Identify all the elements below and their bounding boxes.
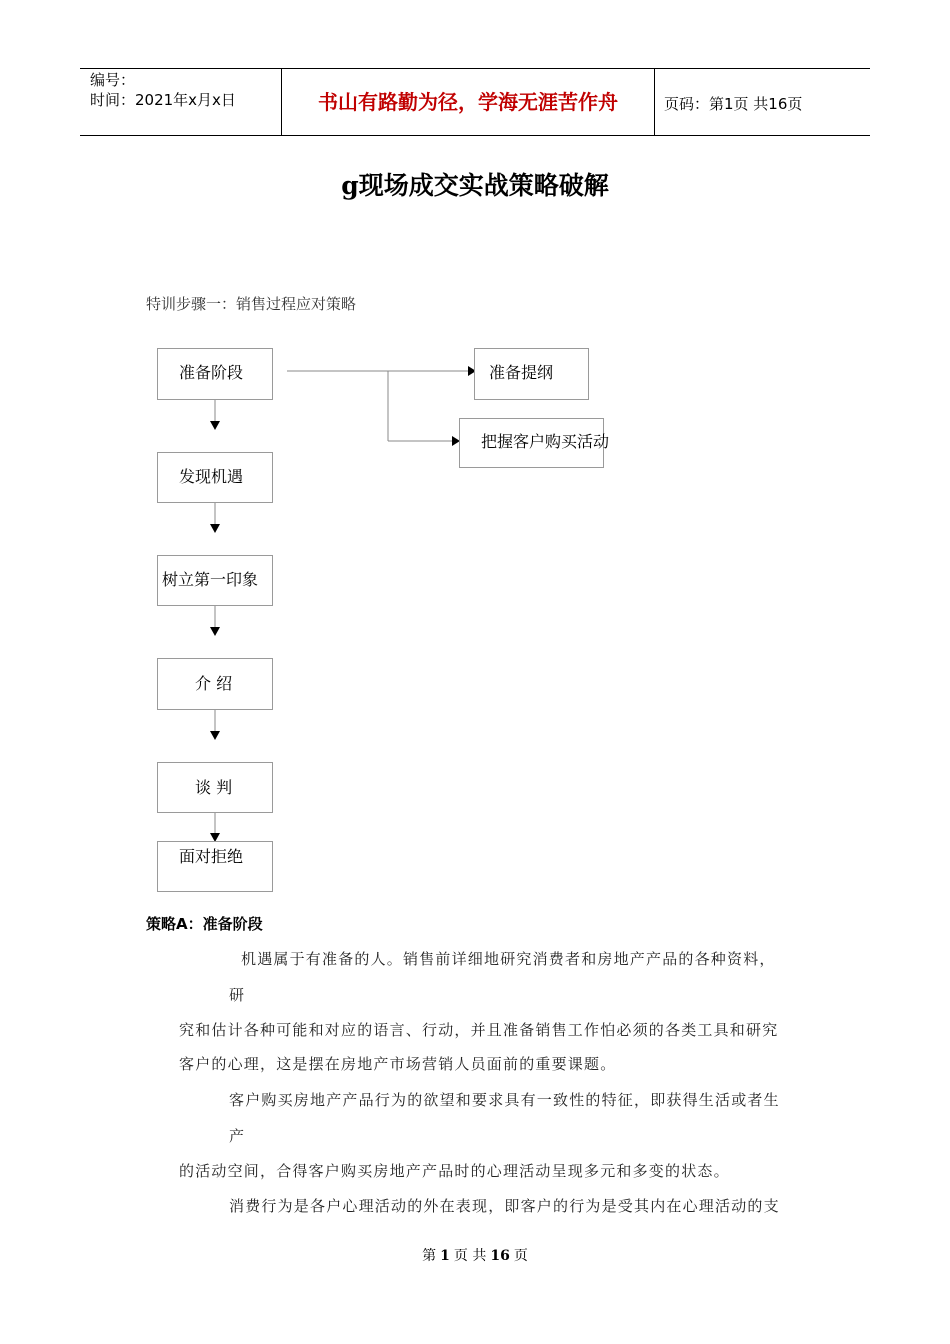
header-motto: 书山有路勤为径，学海无涯苦作舟: [318, 90, 618, 114]
paragraph-line: 消费行为是各户心理活动的外在表现，即客户的行为是受其内在心理活动的支: [229, 1197, 780, 1215]
footer-page-number: 1: [440, 1248, 450, 1264]
paragraph-line: 客户购买房地产产品行为的欲望和要求具有一致性的特征，即获得生活或者生: [229, 1091, 780, 1109]
section-heading: 策略A：准备阶段: [146, 915, 263, 933]
flow-step-rejection: 面对拒绝: [157, 841, 273, 892]
page-code: 页码：第1页 共16页: [664, 95, 803, 113]
paragraph-line: 的活动空间，合得客户购买房地产产品时的心理活动呈现多元和多变的状态。: [179, 1162, 730, 1180]
paragraph-line: 客户的心理，这是摆在房地产市场营销人员面前的重要课题。: [179, 1055, 617, 1073]
footer-prefix: 第: [422, 1248, 437, 1264]
paragraph-line: 究和估计各种可能和对应的语言、行动，并且准备销售工作怕必须的各类工具和研究: [179, 1021, 779, 1039]
page-footer: [0, 1246, 950, 1266]
footer-mid: 页 共: [453, 1248, 487, 1264]
footer-total-pages: 16: [490, 1248, 510, 1264]
flow-branch-outline: 准备提纲: [474, 348, 589, 400]
flow-step-negotiate: 谈 判: [157, 762, 273, 813]
flow-step-discover: 发现机遇: [157, 452, 273, 503]
paragraph-line: 产: [229, 1127, 246, 1145]
date-label: 时间：2021年x月x日: [90, 91, 236, 109]
step-label: 特训步骤一：销售过程应对策略: [146, 295, 357, 313]
doc-number-label: 编号：: [90, 71, 136, 89]
paragraph-line: 机遇属于有准备的人。销售前详细地研究消费者和房地产产品的各种资料，: [241, 950, 776, 968]
footer-suffix: 页: [513, 1248, 528, 1264]
flow-step-impression: 树立第一印象: [157, 555, 273, 606]
paragraph-line: 研: [229, 986, 246, 1004]
page-title: g现场成交实战策略破解: [341, 171, 609, 200]
flow-step-prepare: 准备阶段: [157, 348, 273, 400]
flow-step-introduce: 介 绍: [157, 658, 273, 710]
flow-branch-customer: 把握客户购买活动: [459, 418, 604, 468]
